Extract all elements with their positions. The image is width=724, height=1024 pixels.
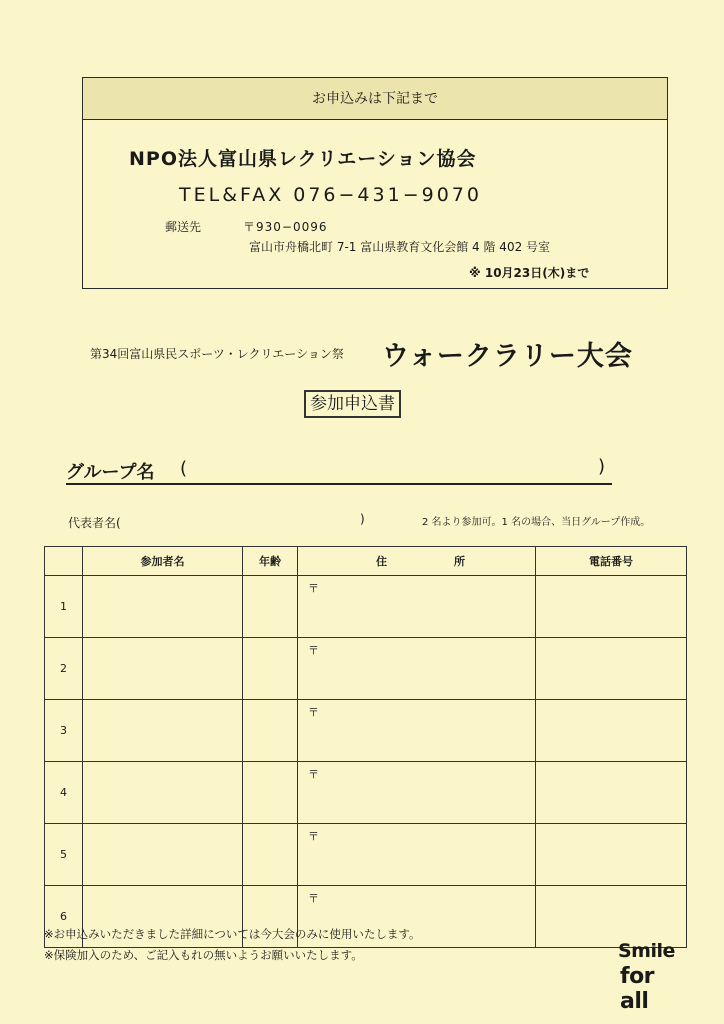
event-subtitle: 第34回富山県民スポーツ・レクリエーション祭 — [90, 347, 344, 361]
phone-cell[interactable] — [536, 700, 687, 762]
address-cell[interactable] — [298, 762, 536, 824]
table-row — [45, 762, 687, 824]
participant-name-cell[interactable] — [83, 638, 243, 700]
table-row — [45, 700, 687, 762]
privacy-note: ※お申込みいただきました詳細については今大会のみに使用いたします。 — [44, 927, 421, 941]
header-address — [298, 547, 536, 576]
logo-text-smile: Smile — [618, 940, 675, 962]
insurance-note: ※保険加入のため、ご記入もれの無いようお願いいたします。 — [44, 948, 363, 962]
contact-header: お申込みは下記まで — [83, 78, 667, 120]
table-header-row — [45, 547, 687, 576]
row-number: 4 — [45, 762, 83, 824]
group-name-close-paren: ) — [598, 456, 606, 477]
age-cell[interactable] — [243, 576, 298, 638]
row-number: 3 — [45, 700, 83, 762]
phone-cell[interactable] — [536, 762, 687, 824]
postal-mark: 〒 — [308, 582, 319, 595]
postal-mark: 〒 — [308, 830, 319, 843]
group-name-open-paren: ( — [180, 458, 188, 479]
phone-cell[interactable] — [536, 638, 687, 700]
participant-name-cell[interactable] — [83, 762, 243, 824]
logo-text-for-all: for all — [620, 964, 655, 1014]
table-row — [45, 824, 687, 886]
postal-code: 〒930−0096 — [243, 220, 328, 234]
event-title: ウォークラリー大会 — [382, 341, 633, 372]
minimum-participants-note: 2 名より参加可。1 名の場合、当日グループ作成。 — [422, 517, 651, 528]
participants-table — [44, 546, 687, 948]
age-cell[interactable] — [243, 824, 298, 886]
postal-mark: 〒 — [308, 706, 319, 719]
header-row-number — [45, 547, 83, 576]
table-row — [45, 576, 687, 638]
age-cell[interactable] — [243, 762, 298, 824]
address-cell[interactable] — [298, 700, 536, 762]
header-phone: 電話番号 — [536, 547, 687, 576]
header-address-part-2: 所 — [454, 555, 465, 568]
group-name-field[interactable] — [66, 483, 612, 485]
header-age: 年齢 — [243, 547, 298, 576]
deadline: ※ 10月23日(木)まで — [469, 266, 590, 280]
table-row — [45, 638, 687, 700]
group-name-label: グループ名 — [66, 462, 155, 483]
smile-for-all-logo — [612, 940, 686, 1014]
contact-box — [82, 77, 668, 289]
age-cell[interactable] — [243, 638, 298, 700]
age-cell[interactable] — [243, 700, 298, 762]
row-number: 1 — [45, 576, 83, 638]
address-cell[interactable] — [298, 824, 536, 886]
address-cell[interactable] — [298, 638, 536, 700]
address-cell[interactable] — [298, 576, 536, 638]
row-number: 2 — [45, 638, 83, 700]
tel-fax: TEL&FAX 076−431−9070 — [179, 184, 482, 206]
organization-name: NPO法人富山県レクリエーション協会 — [129, 148, 477, 170]
participant-name-cell[interactable] — [83, 700, 243, 762]
postal-mark: 〒 — [308, 644, 319, 657]
phone-cell[interactable] — [536, 576, 687, 638]
mailing-address-label: 郵送先 — [165, 220, 202, 234]
row-number: 6 — [45, 886, 83, 948]
row-number: 5 — [45, 824, 83, 886]
participant-name-cell[interactable] — [83, 576, 243, 638]
postal-mark: 〒 — [308, 892, 319, 905]
header-address-part-1: 住 — [376, 555, 387, 568]
form-title: 参加申込書 — [304, 390, 401, 418]
mailing-address: 富山市舟橋北町 7-1 富山県教育文化会館 4 階 402 号室 — [249, 240, 551, 254]
phone-cell[interactable] — [536, 886, 687, 948]
postal-mark: 〒 — [308, 768, 319, 781]
phone-cell[interactable] — [536, 824, 687, 886]
header-participant-name: 参加者名 — [83, 547, 243, 576]
representative-label: 代表者名( — [68, 516, 121, 530]
representative-close-paren: ) — [360, 512, 365, 526]
participant-name-cell[interactable] — [83, 824, 243, 886]
